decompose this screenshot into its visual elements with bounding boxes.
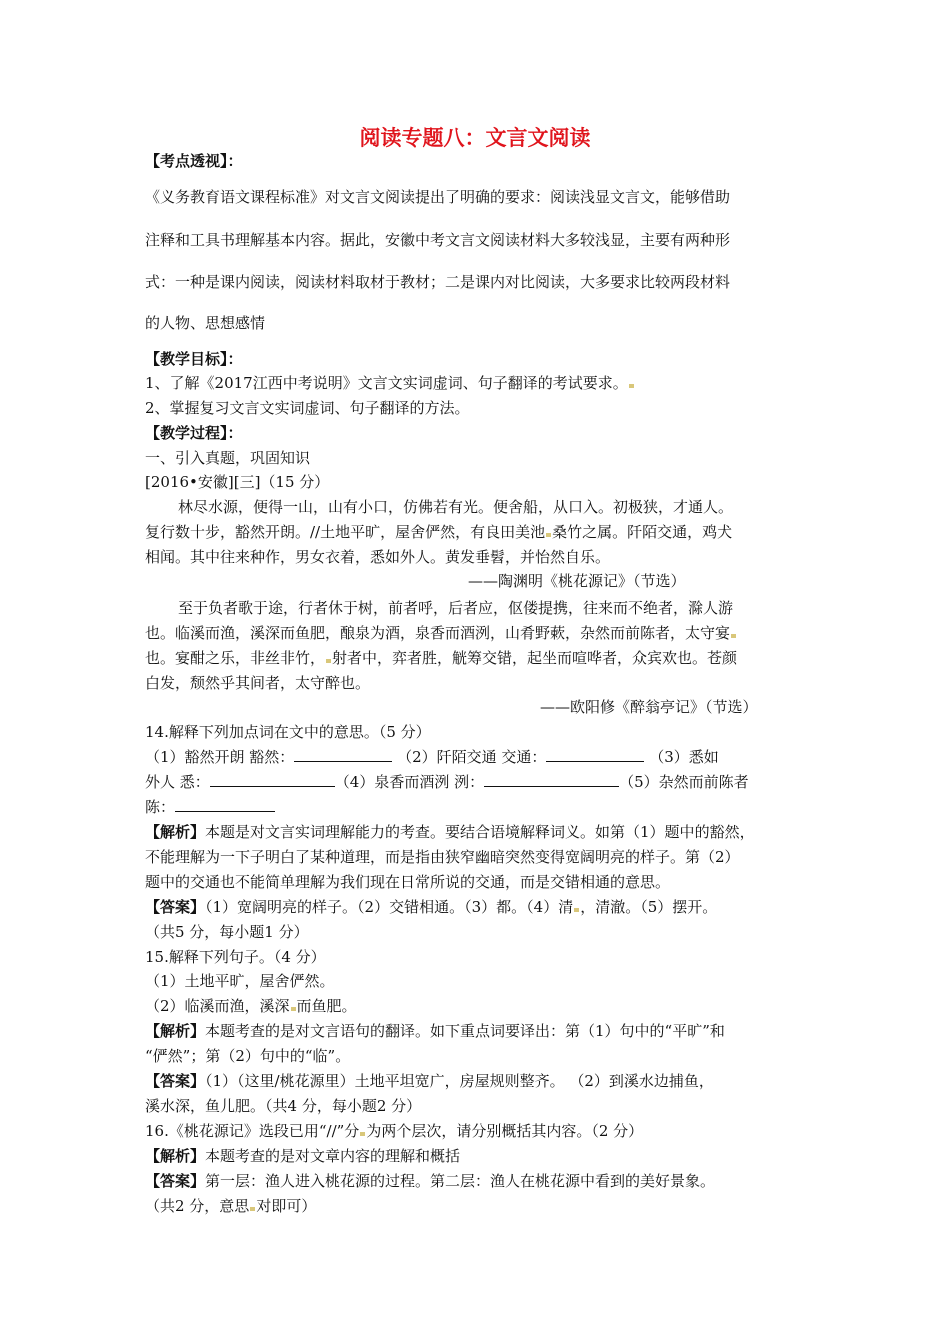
- highlight-mark: [574, 908, 579, 912]
- answer-blank[interactable]: [484, 772, 619, 787]
- q14-analysis-1: 【解析】本题是对文言实词理解能力的考查。要结合语境解释词义。如第（1）题中的豁然，: [145, 823, 755, 841]
- highlight-mark: [326, 659, 331, 663]
- passage1-line-1: 林尽水源，便得一山，山有小口，仿佛若有光。便舍船，从口入。初极狭，才通人。: [178, 498, 734, 516]
- passage1-line-3: 相闻。其中往来种作，男女衣着，悉如外人。黄发垂髫，并怡然自乐。: [145, 548, 611, 566]
- kaodian-line-1: 《义务教育语文课程标准》对文言文阅读提出了明确的要求：阅读浅显文言文，能够借助: [145, 188, 731, 206]
- q14-line-3: 陈：: [145, 796, 275, 818]
- q15-sentence-2: （2）临溪而渔，溪深 而鱼肥。: [145, 997, 357, 1015]
- answer-blank[interactable]: [175, 797, 275, 812]
- q14-answer: 【答案】（1）宽阔明亮的样子。（2）交错相通。（3）都。（4）清 ，清澈。（5）摆开。: [145, 898, 718, 916]
- kaodian-line-3: 式：一种是课内阅读，阅读材料取材于教材；二是课内对比阅读，大多要求比较两段材料: [145, 273, 731, 291]
- q15-answer-2: 溪水深，鱼儿肥。（共4 分，每小题2 分）: [145, 1097, 422, 1115]
- answer-blank[interactable]: [210, 772, 335, 787]
- q15-stem: 15.解释下列句子。（4 分）: [145, 948, 326, 966]
- passage2-line-4: 白发，颓然乎其间者，太守醉也。: [145, 674, 371, 692]
- highlight-mark: [291, 1007, 296, 1011]
- q15-analysis-2: “俨然”；第（2）句中的“临”。: [145, 1047, 351, 1065]
- q14-line-1: （1）豁然开朗 豁然： （2）阡陌交通 交通： （3）悉如: [145, 748, 719, 766]
- highlight-mark: [360, 1132, 365, 1136]
- highlight-mark: [546, 533, 551, 537]
- q14-analysis-2: 不能理解为一下子明白了某种道理，而是指由狭窄幽暗突然变得宽阔明亮的样子。第（2）: [145, 848, 740, 866]
- highlight-mark: [731, 634, 736, 638]
- passage1-line-2: 复行数十步，豁然开朗。//土地平旷，屋舍俨然，有良田美池 桑竹之属。阡陌交通，鸡犬: [145, 523, 733, 541]
- q14-answer-note: （共5 分，每小题1 分）: [145, 923, 309, 941]
- q16-answer: 【答案】第一层：渔人进入桃花源的过程。第二层：渔人在桃花源中看到的美好景象。: [145, 1172, 716, 1190]
- answer-blank[interactable]: [546, 747, 644, 762]
- exam-source: [2016•安徽][三]（15 分）: [145, 473, 330, 491]
- highlight-mark: [250, 1207, 255, 1211]
- mubiao-item-1: 1、了解《2017江西中考说明》文言文实词虚词、句子翻译的考试要求。: [145, 372, 635, 394]
- mubiao-item-2: 2、掌握复习文言文实词虚词、句子翻译的方法。: [145, 399, 470, 417]
- highlight-mark: [629, 384, 634, 388]
- q16-note: （共2 分，意思 对即可）: [145, 1197, 317, 1215]
- mubiao-heading: 【教学目标】：: [145, 350, 243, 368]
- q15-sentence-1: （1）土地平旷，屋舍俨然。: [145, 972, 335, 990]
- guocheng-heading: 【教学过程】：: [145, 424, 243, 442]
- q14-analysis-3: 题中的交通也不能简单理解为我们现在日常所说的交通，而是交错相通的意思。: [145, 873, 671, 891]
- q16-stem: 16.《桃花源记》选段已用“//”分 为两个层次，请分别概括其内容。（2 分）: [145, 1122, 644, 1140]
- answer-blank[interactable]: [294, 747, 392, 762]
- passage2-line-3: 也。宴酣之乐，非丝非竹， 射者中，弈者胜，觥筹交错，起坐而喧哗者，众宾欢也。苍颜: [145, 649, 738, 667]
- q14-stem: 14.解释下列加点词在文中的意思。（5 分）: [145, 723, 431, 741]
- kaodian-line-4: 的人物、思想感情: [145, 314, 266, 332]
- q16-analysis: 【解析】本题考查的是对文章内容的理解和概括: [145, 1147, 461, 1165]
- kaodian-heading: 【考点透视】：: [145, 152, 243, 170]
- q14-line-2: 外人 悉： （4）泉香而酒洌 洌： （5）杂然而前陈者: [145, 773, 749, 791]
- guocheng-step-1: 一、引入真题，巩固知识: [145, 449, 311, 467]
- passage2-author: ——欧阳修《醉翁亭记》（节选）: [540, 698, 758, 716]
- kaodian-line-2: 注释和工具书理解基本内容。据此，安徽中考文言文阅读材料大多较浅显，主要有两种形: [145, 231, 731, 249]
- passage1-author: ——陶渊明《桃花源记》（节选）: [468, 572, 686, 590]
- q15-answer-1: 【答案】（1）（这里/桃花源里）土地平坦宽广，房屋规则整齐。 （2）到溪水边捕鱼，: [145, 1072, 714, 1090]
- passage2-line-2: 也。临溪而渔，溪深而鱼肥，酿泉为酒，泉香而酒洌，山肴野蔌，杂然而前陈者，太守宴: [145, 622, 737, 644]
- q15-analysis-1: 【解析】本题考查的是对文言语句的翻译。如下重点词要译出：第（1）句中的“平旷”和: [145, 1022, 725, 1040]
- passage2-line-1: 至于负者歌于途，行者休于树，前者呼，后者应，伛偻提携，往来而不绝者，滁人游: [178, 599, 734, 617]
- page-title: 阅读专题八：文言文阅读: [359, 126, 591, 150]
